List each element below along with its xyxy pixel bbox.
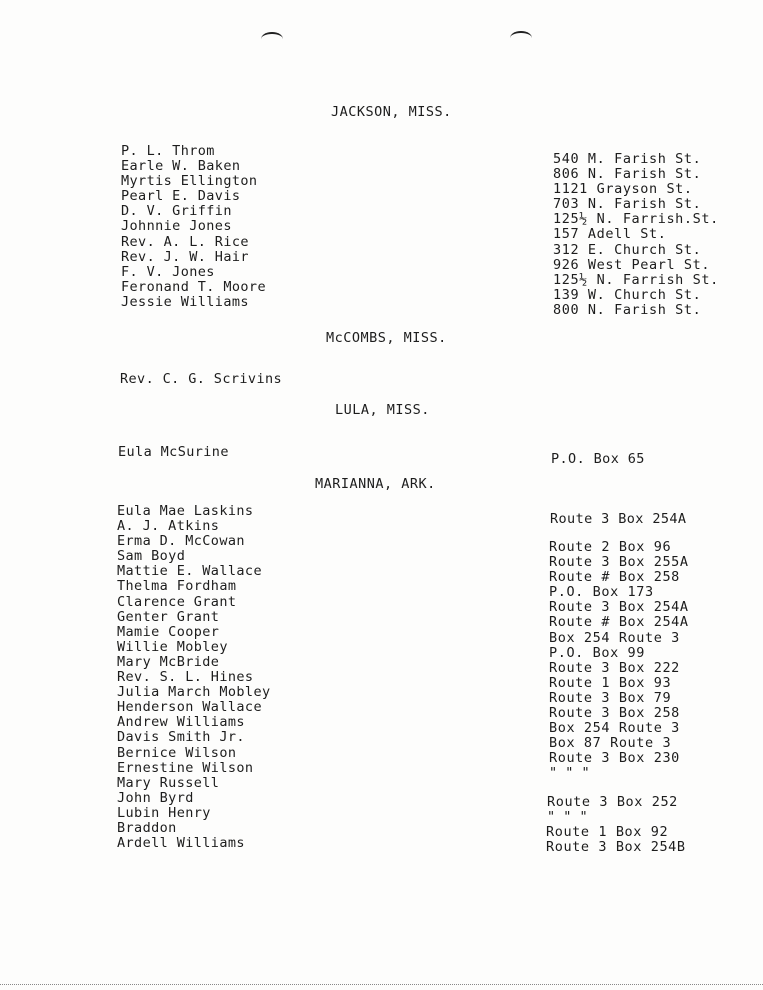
jackson-heading: JACKSON, MISS.	[331, 104, 452, 120]
list-item: Thelma Fordham	[117, 578, 237, 595]
list-item: Johnnie Jones	[121, 218, 232, 235]
mccombs-heading: McCOMBS, MISS.	[326, 330, 447, 346]
list-item: Route 3 Box 79	[549, 689, 672, 706]
list-item: 157 Adell St.	[553, 226, 667, 243]
list-item: 1121 Grayson St.	[553, 181, 693, 198]
list-item: A. J. Atkins	[117, 518, 220, 535]
list-item: 926 West Pearl St.	[553, 256, 711, 273]
jackson-addresses-list	[553, 152, 719, 318]
lula-name: Eula McSurine	[118, 444, 229, 460]
list-item: P.O. Box 173	[549, 584, 654, 601]
list-item: Route 3 Box 254A	[549, 599, 689, 616]
list-item: Route 3 Box 252	[547, 794, 678, 810]
list-item: 703 N. Farish St.	[553, 196, 702, 213]
list-item: Route # Box 254A	[549, 614, 689, 631]
marianna-addresses-last	[546, 825, 686, 855]
list-item: Genter Grant	[117, 608, 220, 625]
ditto-marks: " " "	[549, 765, 590, 782]
list-item: 312 E. Church St.	[553, 241, 702, 258]
list-item: 540 M. Farish St.	[553, 151, 702, 167]
list-item: Willie Mobley	[117, 638, 228, 655]
list-item: Eula Mae Laskins	[117, 503, 254, 519]
list-item: Rev. J. W. Hair	[121, 248, 249, 265]
list-item: Route 3 Box 255A	[549, 554, 689, 571]
list-item: Box 87 Route 3	[549, 735, 672, 752]
list-item: Rev. S. L. Hines	[117, 669, 254, 686]
list-item: Braddon	[117, 819, 177, 836]
list-item: Pearl E. Davis	[121, 188, 241, 205]
lula-address: P.O. Box 65	[551, 451, 645, 467]
list-item: Lubin Henry	[117, 804, 211, 821]
list-item: Henderson Wallace	[117, 699, 262, 716]
list-item: 800 N. Farish St.	[553, 301, 702, 318]
mccombs-name: Rev. C. G. Scrivins	[120, 371, 283, 387]
list-item: Feronand T. Moore	[121, 278, 266, 295]
list-item: Route 3 Box 230	[549, 750, 680, 767]
punch-hole-right	[510, 31, 532, 45]
list-item: Julia March Mobley	[117, 684, 271, 701]
marianna-heading: MARIANNA, ARK.	[315, 476, 436, 492]
list-item: P.O. Box 99	[549, 644, 646, 661]
list-item: Mattie E. Wallace	[117, 563, 262, 580]
list-item: Myrtis Ellington	[121, 173, 258, 190]
list-item: Erma D. McCowan	[117, 533, 245, 550]
list-item: Box 254 Route 3	[549, 629, 680, 646]
list-item: Route 1 Box 92	[546, 824, 669, 840]
lula-heading: LULA, MISS.	[335, 402, 430, 418]
ditto-marks: " " "	[547, 809, 588, 826]
list-item: Route 3 Box 254B	[546, 839, 686, 856]
list-item: Earle W. Baken	[121, 158, 241, 175]
list-item: 806 N. Farish St.	[553, 166, 702, 183]
list-item: Mary McBride	[117, 653, 220, 670]
page-bottom-edge	[0, 984, 763, 985]
list-item: Ardell Williams	[117, 835, 245, 852]
list-item: 125½ N. Farrish.St.	[553, 211, 719, 228]
list-item: Route # Box 258	[549, 569, 680, 586]
list-item: Route 3 Box 258	[549, 705, 680, 722]
list-item: Bernice Wilson	[117, 744, 237, 761]
list-item: 125½ N. Farrish St.	[553, 271, 719, 288]
list-item: D. V. Griffin	[121, 203, 232, 220]
list-item: Box 254 Route 3	[549, 720, 680, 737]
list-item: Jessie Williams	[121, 293, 249, 310]
marianna-address-first: Route 3 Box 254A	[550, 511, 687, 527]
list-item: 139 W. Church St.	[553, 286, 702, 303]
list-item: Ernestine Wilson	[117, 759, 254, 776]
list-item: Andrew Williams	[117, 714, 245, 731]
punch-hole-left	[261, 32, 283, 46]
list-item: Rev. A. L. Rice	[121, 233, 249, 250]
marianna-addresses-lower	[547, 795, 678, 825]
list-item: Mamie Cooper	[117, 623, 220, 640]
list-item: P. L. Throm	[121, 143, 215, 159]
list-item: John Byrd	[117, 789, 194, 806]
list-item: Sam Boyd	[117, 548, 186, 565]
list-item: Route 3 Box 222	[549, 659, 680, 676]
marianna-addresses-list	[549, 540, 689, 782]
list-item: Route 2 Box 96	[549, 539, 672, 555]
list-item: F. V. Jones	[121, 263, 215, 280]
list-item: Mary Russell	[117, 774, 220, 791]
marianna-names-list	[117, 504, 271, 851]
jackson-names-list	[121, 144, 266, 310]
list-item: Davis Smith Jr.	[117, 729, 245, 746]
list-item: Route 1 Box 93	[549, 674, 672, 691]
list-item: Clarence Grant	[117, 593, 237, 610]
